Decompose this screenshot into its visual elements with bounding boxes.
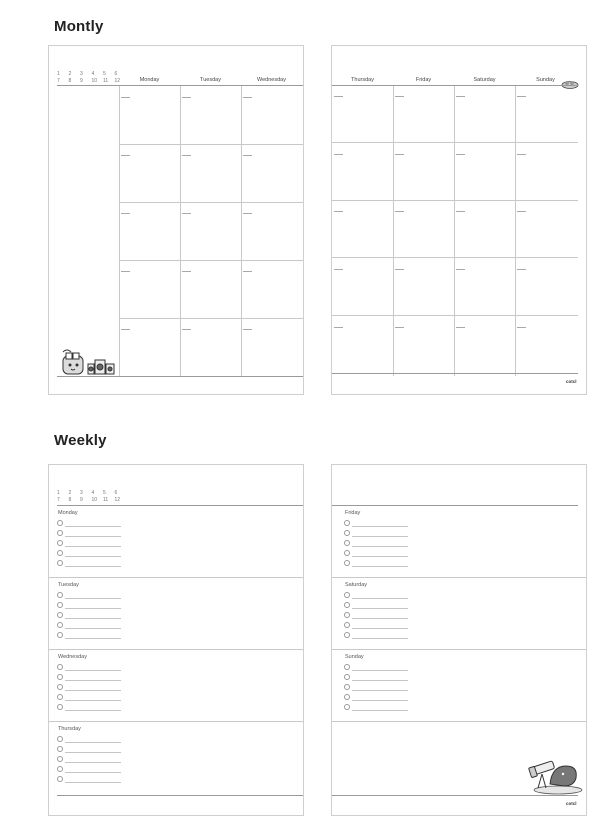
day-header-friday: Friday — [415, 77, 432, 83]
date-mark — [243, 329, 252, 330]
todo-item[interactable] — [344, 600, 408, 610]
todo-item[interactable] — [344, 682, 408, 692]
month-number-row-1: 1 2 3 4 5 6 — [57, 71, 118, 77]
weekday-label-thursday: Thursday — [58, 726, 81, 732]
date-mark — [182, 329, 191, 330]
bottom-rule — [332, 795, 578, 796]
weekday-label-saturday: Saturday — [345, 582, 368, 588]
date-mark — [121, 329, 130, 330]
todo-item[interactable] — [57, 610, 121, 620]
weekly-right-page — [331, 464, 587, 816]
weekday-label-friday: Friday — [345, 510, 361, 516]
date-mark — [395, 327, 404, 328]
date-mark — [182, 271, 191, 272]
date-mark — [456, 327, 465, 328]
day-header-thursday: Thursday — [351, 77, 374, 83]
date-mark — [395, 154, 404, 155]
date-mark — [334, 327, 343, 328]
todo-item[interactable] — [57, 548, 121, 558]
grid-hline — [119, 318, 303, 319]
date-mark — [182, 155, 191, 156]
weekly-section-title: Weekly — [54, 432, 107, 449]
todo-item[interactable] — [344, 620, 408, 630]
header-rule — [332, 505, 578, 506]
day-header-sunday: Sunday — [536, 77, 555, 83]
grid-hline — [119, 260, 303, 261]
month-number-row-2: 7 8 9 10 11 12 — [57, 78, 121, 84]
day-divider — [332, 649, 586, 650]
grid-vline — [119, 86, 120, 376]
todo-item[interactable] — [344, 662, 408, 672]
todo-item[interactable] — [344, 630, 408, 640]
weekday-label-monday: Monday — [58, 510, 78, 516]
cloud-sticker-icon — [561, 79, 579, 89]
todo-item[interactable] — [57, 630, 121, 640]
day-header-tuesday: Tuesday — [200, 77, 221, 83]
grid-hline — [332, 142, 578, 143]
grid-hline — [332, 257, 578, 258]
weekday-label-tuesday: Tuesday — [58, 582, 79, 588]
weekly-left-page — [48, 464, 304, 816]
grid-hline — [119, 202, 303, 203]
todo-item[interactable] — [57, 754, 121, 764]
date-mark — [456, 269, 465, 270]
date-mark — [121, 97, 130, 98]
todo-item[interactable] — [344, 558, 408, 568]
todo-item[interactable] — [57, 590, 121, 600]
brand-logo: cotcl — [566, 379, 577, 384]
day-divider — [49, 649, 303, 650]
grid-hline — [332, 315, 578, 316]
toaster-character-icon — [57, 348, 121, 378]
todo-item[interactable] — [57, 558, 121, 568]
monthly-section-title: Montly — [54, 18, 104, 35]
todo-item[interactable] — [57, 764, 121, 774]
day-divider — [332, 577, 586, 578]
weekday-label-wednesday: Wednesday — [58, 654, 87, 660]
todo-item[interactable] — [344, 702, 408, 712]
todo-item[interactable] — [344, 672, 408, 682]
brand-logo: cotcl — [566, 801, 577, 806]
todo-item[interactable] — [57, 692, 121, 702]
date-mark — [517, 211, 526, 212]
todo-item[interactable] — [344, 590, 408, 600]
todo-item[interactable] — [57, 538, 121, 548]
grid-hline — [332, 200, 578, 201]
date-mark — [517, 96, 526, 97]
todo-item[interactable] — [57, 734, 121, 744]
date-mark — [243, 271, 252, 272]
day-divider — [332, 721, 586, 722]
monthly-left-page — [48, 45, 304, 395]
grid-hline — [119, 144, 303, 145]
grid-vline — [454, 86, 455, 376]
todo-item[interactable] — [57, 600, 121, 610]
grid-vline — [515, 86, 516, 376]
todo-item[interactable] — [344, 692, 408, 702]
date-mark — [456, 96, 465, 97]
day-header-wednesday: Wednesday — [257, 77, 286, 83]
todo-item[interactable] — [344, 548, 408, 558]
date-mark — [182, 97, 191, 98]
grid-vline — [241, 86, 242, 376]
date-mark — [456, 211, 465, 212]
date-mark — [395, 211, 404, 212]
bottom-rule — [57, 795, 303, 796]
header-rule — [57, 505, 303, 506]
date-mark — [395, 96, 404, 97]
date-mark — [456, 154, 465, 155]
grid-vline — [393, 86, 394, 376]
telescope-character-icon — [528, 754, 584, 796]
todo-item[interactable] — [57, 528, 121, 538]
todo-item[interactable] — [57, 662, 121, 672]
todo-item[interactable] — [57, 774, 121, 784]
date-mark — [121, 271, 130, 272]
date-mark — [121, 155, 130, 156]
date-mark — [243, 213, 252, 214]
date-mark — [334, 211, 343, 212]
todo-item[interactable] — [57, 518, 121, 528]
weekday-label-sunday: Sunday — [345, 654, 364, 660]
todo-item[interactable] — [344, 538, 408, 548]
date-mark — [243, 155, 252, 156]
day-header-saturday: Saturday — [473, 77, 496, 83]
todo-item[interactable] — [344, 610, 408, 620]
date-mark — [121, 213, 130, 214]
todo-item[interactable] — [57, 744, 121, 754]
date-mark — [334, 96, 343, 97]
date-mark — [334, 154, 343, 155]
grid-vline — [180, 86, 181, 376]
date-mark — [243, 97, 252, 98]
date-mark — [182, 213, 191, 214]
bottom-rule — [332, 373, 578, 374]
day-divider — [49, 577, 303, 578]
todo-item[interactable] — [57, 672, 121, 682]
monthly-right-page — [331, 45, 587, 395]
todo-item[interactable] — [57, 620, 121, 630]
todo-item[interactable] — [344, 528, 408, 538]
date-mark — [395, 269, 404, 270]
day-divider — [49, 721, 303, 722]
date-mark — [517, 269, 526, 270]
date-mark — [517, 327, 526, 328]
todo-item[interactable] — [344, 518, 408, 528]
week-number-row-1: 1 2 3 4 5 6 — [57, 490, 118, 496]
date-mark — [517, 154, 526, 155]
todo-item[interactable] — [57, 702, 121, 712]
header-rule — [332, 85, 578, 86]
day-header-monday: Monday — [139, 77, 160, 83]
week-number-row-2: 7 8 9 10 11 12 — [57, 497, 121, 503]
todo-item[interactable] — [57, 682, 121, 692]
date-mark — [334, 269, 343, 270]
